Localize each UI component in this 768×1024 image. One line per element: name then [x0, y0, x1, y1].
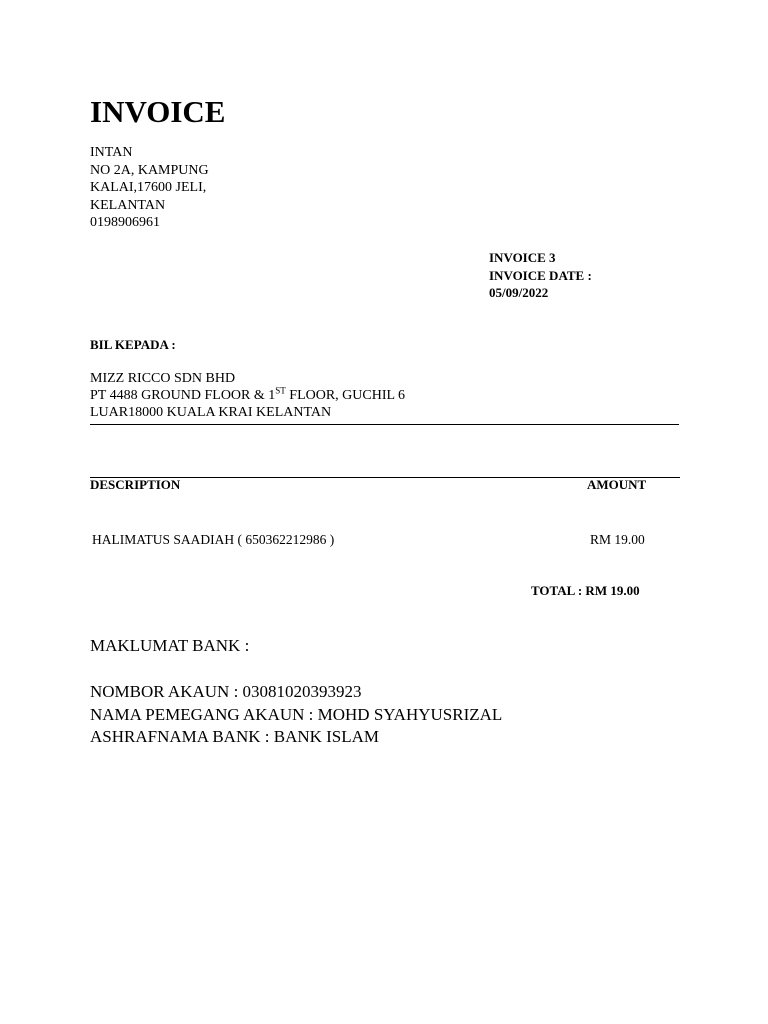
bill-to-address-line-1 [90, 387, 405, 404]
invoice-total: TOTAL : RM 19.00 [531, 583, 640, 598]
invoice-meta [489, 249, 592, 302]
sender-address-line-2: KALAI,17600 JELI, [90, 180, 207, 195]
column-header-amount: AMOUNT [587, 477, 647, 492]
line-item-description: HALIMATUS SAADIAH ( 650362212986 ) [92, 532, 335, 547]
sender-block [90, 144, 209, 232]
bill-to-address-superscript: ST [275, 385, 286, 396]
invoice-date-label: INVOICE DATE : [489, 267, 592, 283]
line-item-amount: RM 19.00 [590, 532, 645, 547]
bill-to-address-pre: PT 4488 GROUND FLOOR & 1 [90, 388, 276, 403]
bill-to-address-line-2: LUAR18000 KUALA KRAI KELANTAN [90, 405, 332, 420]
sender-address-line-1: NO 2A, KAMPUNG [90, 162, 209, 178]
bill-to-company: MIZZ RICCO SDN BHD [90, 371, 236, 386]
bill-to-block [90, 370, 405, 421]
bank-info-heading: MAKLUMAT BANK : [90, 636, 250, 655]
bill-to-address-post: FLOOR, GUCHIL 6 [285, 388, 406, 403]
sender-phone: 0198906961 [90, 215, 160, 230]
sender-name: INTAN [90, 145, 133, 160]
invoice-number: INVOICE 3 [489, 250, 556, 265]
invoice-title: INVOICE [90, 94, 226, 129]
column-header-description: DESCRIPTION [90, 477, 181, 492]
bank-account-holder: NAMA PEMEGANG AKAUN : MOHD SYAHYUSRIZAL [90, 704, 503, 724]
divider-line [90, 424, 679, 425]
bank-info-block [90, 681, 502, 749]
bill-to-label: BIL KEPADA : [90, 337, 176, 352]
bank-account-number: NOMBOR AKAUN : 03081020393923 [90, 682, 362, 701]
bank-name: ASHRAFNAMA BANK : BANK ISLAM [90, 727, 380, 746]
invoice-date-value: 05/09/2022 [489, 285, 549, 300]
sender-address-line-3: KELANTAN [90, 197, 166, 213]
